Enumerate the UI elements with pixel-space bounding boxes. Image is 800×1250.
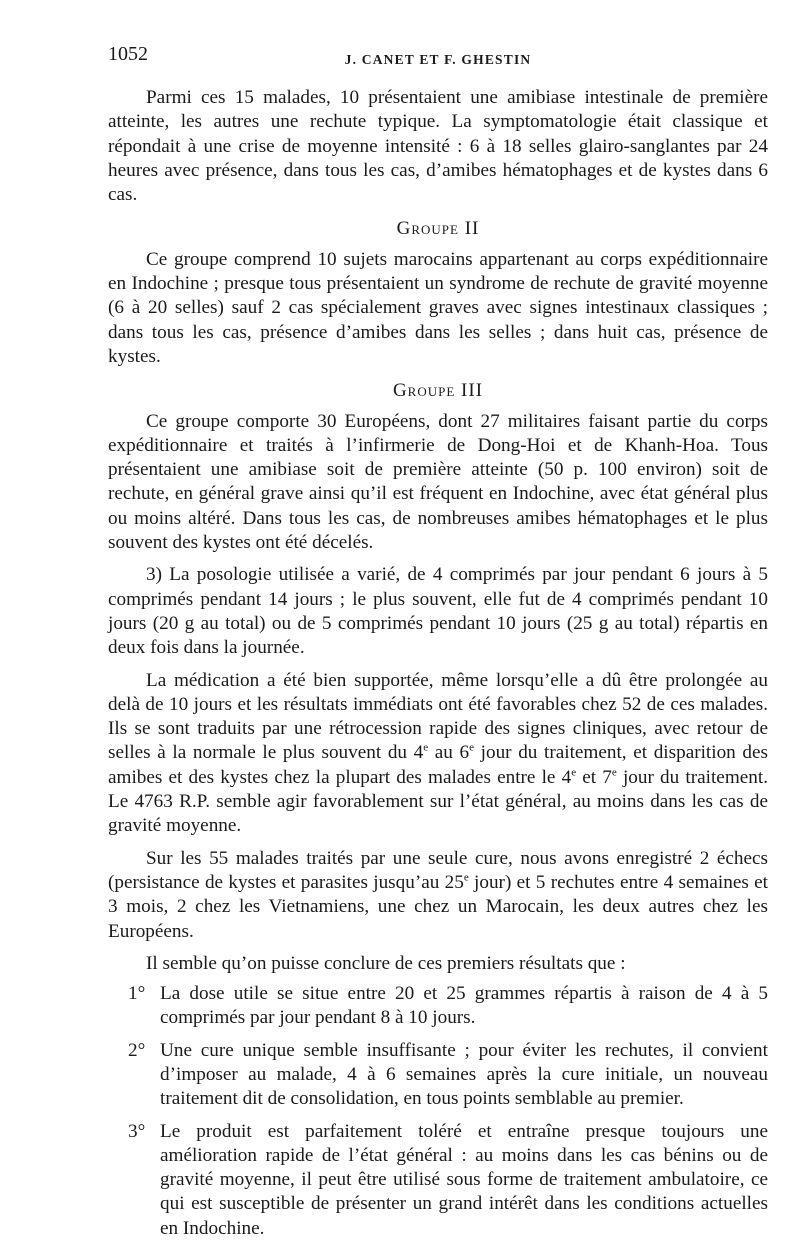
groupe-3-paragraph: Ce groupe comporte 30 Européens, dont 27 militaires faisant partie du corps expéditionnaire et traités à l’infirmerie de Dong-Hoi et de Khanh-Hoa. Tous présentaient une amibiase soit de première atteinte (50 p. 100 environ) soit de rechute, en général grave ainsi qu’il est fréquent en Indochine, avec état général plus ou moins altéré. Dans tous les cas, de nombreuses amibes hématophages et le plus souvent des kystes ont été décelés. — [108, 410, 768, 554]
conclusion-number: 3° — [128, 1120, 146, 1142]
cure-text-1: Sur les 55 malades traités par une seule cure, nous avons enregistré 2 échecs (persistance de kystes et parasites jusqu’au 25 — [108, 847, 768, 893]
ordinal-sup: e — [463, 871, 469, 884]
conclusion-number: 2° — [128, 1039, 146, 1061]
cure-paragraph — [108, 847, 768, 944]
groupe-2-paragraph: Ce groupe comprend 10 sujets marocains appartenant au corps expéditionnaire en Indochine ; presque tous présentaient un syndrome de rechute de gravité moyenne (6 à 20 selles) sauf 2 cas spécialement graves avec signes intestinaux classiques ; dans tous les cas, présence d’amibes dans les selles ; dans huit cas, présence de kystes. — [108, 248, 768, 367]
intro-paragraph: Parmi ces 15 malades, 10 présentaient une amibiase intestinale de première atteinte, les autres une rechute typique. La symptomatologie était classique et répondait à une crise de moyenne intensité : 6 à 18 selles glairo-sanglantes par 24 heures avec présence, dans tous les cas, d’amibes hématophages et de kystes dans 6 cas. — [108, 87, 768, 206]
ordinal-sup: e — [469, 742, 475, 755]
conclusion-item-2 — [108, 1039, 768, 1112]
cure-text-2: jour) et 5 rechutes entre 4 semaines et 3 mois, 2 chez les Vietnamiens, une chez un Marocain, les deux autres chez les Européens. — [108, 871, 768, 942]
running-head — [108, 40, 768, 70]
conclusion-item-3 — [108, 1120, 768, 1241]
conclusion-intro: Il semble qu’on puisse conclure de ces premiers résultats que : — [146, 952, 626, 974]
conclusion-text: Le produit est parfaitement toléré et entraîne presque toujours une amélioration rapide de l’état général : au moins dans les cas bénins ou de gravité moyenne, il peut être utilisé sous forme de traitement ambulatoire, ce qui est susceptible de présenter un grand intérêt dans les conditions actuelles en Indochine. — [160, 1120, 768, 1239]
ordinal-sup: e — [423, 742, 429, 755]
groupe-2-heading: Groupe II — [396, 218, 480, 240]
ordinal-sup: e — [571, 766, 577, 779]
conclusion-text: La dose utile se situe entre 20 et 25 grammes répartis à raison de 4 à 5 comprimés par jour pendant 8 à 10 jours. — [160, 983, 768, 1029]
ordinal-sup: e — [611, 766, 617, 779]
medication-text-1: La médication a été bien supportée, même lorsqu’elle a dû être prolongée au delà de 10 jours et les résultats immédiats ont été favorables chez 52 de ces malades. Ils se sont traduits par une rétrocession rapide des signes cliniques, avec retour de selles à la normale le plus souvent du 4 — [108, 669, 768, 764]
medication-text-5: jour du traitement. Le 4763 R.P. semble agir favorablement sur l’état général, au moins dans les cas de gravité moyenne. — [108, 766, 768, 837]
groupe-3-heading: Groupe III — [392, 380, 484, 402]
posologie-paragraph: 3) La posologie utilisée a varié, de 4 comprimés par jour pendant 6 jours à 5 comprimés pendant 14 jours ; le plus souvent, elle fut de 4 comprimés pendant 10 jours (20 g au total) ou de 5 comprimés pendant 10 jours (25 g au total) répartis en deux fois dans la journée. — [108, 564, 768, 659]
medication-text-4: et 7 — [576, 766, 612, 788]
conclusion-number: 1° — [128, 983, 146, 1005]
medication-text-2: au 6 — [428, 742, 470, 764]
conclusion-item-1 — [108, 982, 768, 1031]
medication-text-3: jour du traitement, et disparition des amibes et des kystes chez la plupart des malades entre le 4 — [108, 742, 768, 788]
document-page — [108, 40, 768, 1249]
running-title: J. CANET ET F. GHESTIN — [344, 52, 532, 67]
conclusion-text: Une cure unique semble insuffisante ; pour éviter les rechutes, il convient d’imposer au malade, 4 à 6 semaines après la cure initiale, un nouveau traitement dit de consolidation, en tous points semblable au premier. — [160, 1039, 768, 1110]
page-number: 1052 — [108, 43, 148, 65]
medication-paragraph — [108, 669, 768, 839]
